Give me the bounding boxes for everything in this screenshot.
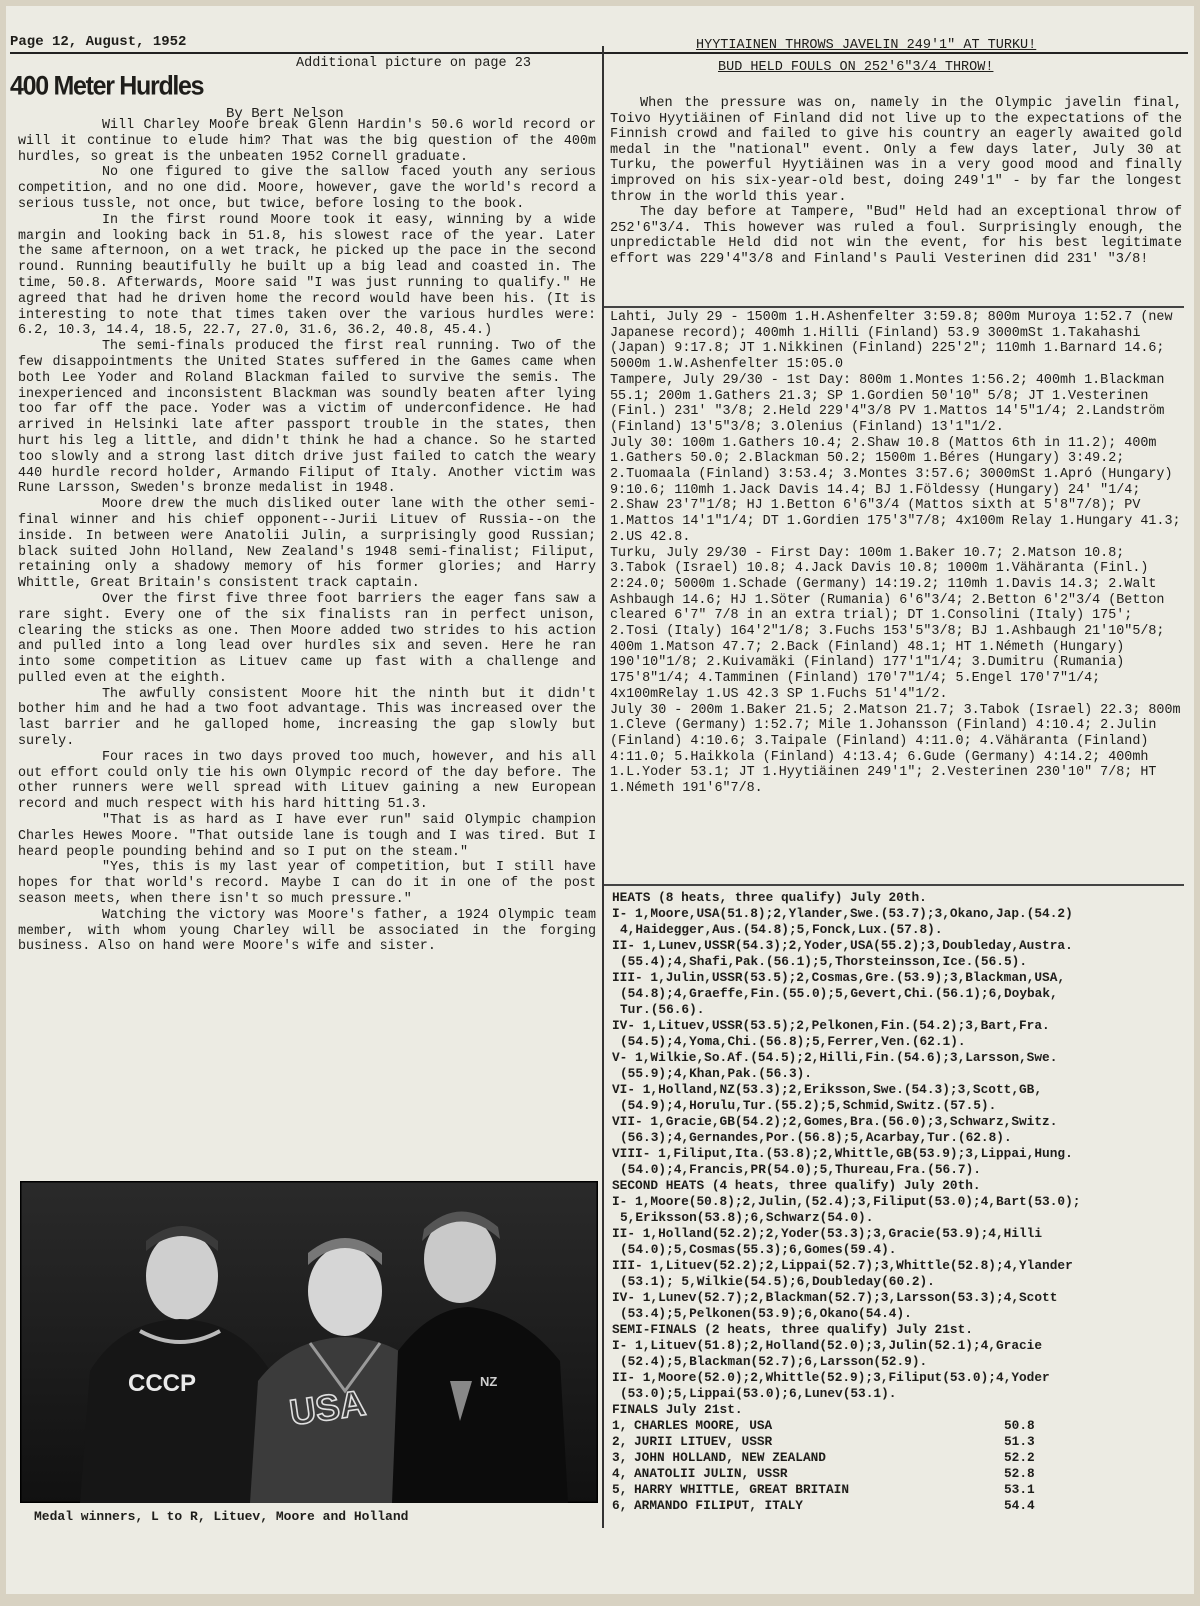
heat-line: (55.4);4,Shafi,Pak.(56.1);5,Thorsteinsson,Ice.(56.5). bbox=[620, 954, 1028, 969]
photo-illustration bbox=[20, 1181, 598, 1503]
javelin-headline-2: BUD HELD FOULS ON 252'6"3/4 THROW! bbox=[718, 60, 994, 75]
heat-line: III- 1,Julin,USSR(53.5);2,Cosmas,Gre.(53.9);3,Blackman,USA, bbox=[612, 970, 1066, 985]
heat-line: HEATS (8 heats, three qualify) July 20th. bbox=[612, 890, 927, 905]
meet-result: Turku, July 29/30 - First Day: 100m 1.Baker 10.7; 2.Matson 10.8; 3.Tabok (Israel) 10.8; 4.Jack Davis 10.8; 1000m 1.Vähäranta (Finl.) 2:24.0; 5000m 1.Schade (Germany) 14:19.2; 110mh 1.Davis 14.3; 2.Walt Ashbaugh 14.6; HJ 1.Söter (Rumania) 6'6"3/4; 2.Betton 6'2"3/4 (Betton cleared 6'7" 7/8 in an extra trial); DT 1.Consolini (Italy) 175'; 2.Tosi (Italy) 164'2"1/8; 3.Fuchs 153'5"3/8; BJ 1.Ashbaugh 21'10"5/8; 400m 1.Matson 47.7; 2.Back (Finland) 48.1; HT 1.Németh (Hungary) 190'10"1/8; 2.Kuivamäki (Finland) 177'1"1/4; 3.Dumitru (Rumania) 175'8"1/4; 4.Tamminen (Finland) 170'7"1/4; 5.Engel 170'7"1/4; 4x100mRelay 1.US 42.3 SP 1.Fuchs 51'4"1/2. bbox=[610, 545, 1165, 702]
meet-result: Tampere, July 29/30 - 1st Day: 800m 1.Montes 1:56.2; 400mh 1.Blackman 55.1; 200m 1.Gathers 21.3; SP 1.Gordien 50'10" 5/8; JT 1.Vesterinen (Finl.) 231' "3/8; 2.Held 229'4"3/8 PV 1.Mattos 14'5"1/4; 2.Landström (Finland) 13'5"3/8; 3.Olenius (Finland) 13'1"1/2. bbox=[610, 372, 1165, 435]
final-athlete: ARMANDO FILIPUT, ITALY bbox=[634, 1498, 803, 1513]
final-time: 50.8 bbox=[1004, 1418, 1035, 1433]
final-place-row bbox=[612, 1418, 1190, 1434]
heat-line: III- 1,Lituev(52.2);2,Lippai(52.7);3,Whittle(52.8);4,Ylander bbox=[612, 1258, 1073, 1273]
usa-shirt-lettering: USA bbox=[287, 1381, 369, 1433]
final-athlete: HARRY WHITTLE, GREAT BRITAIN bbox=[634, 1482, 850, 1497]
heat-line: SECOND HEATS (4 heats, three qualify) July 20th. bbox=[612, 1178, 981, 1193]
paragraph: The semi-finals produced the first real running. Two of the few disappointments the United States suffered in the Games came when both Lee Yoder and Roland Blackman failed to survive the semis. The inexperienced and inconsistent Blackman was soundly beaten after lying too far off the pace. Yoder was a victim of underconfidence. He had arrived in Helsinki late after passport trouble in the states, then hurt his leg a little, and didn't think he had a chance. So he started too slowly and a strong last ditch drive just failed to catch the weary 440 hurdle record holder, Armando Filiput of Italy. Another victim was Rune Larsson, Sweden's bronze medalist in 1948. bbox=[18, 339, 596, 497]
heat-line: 4,Haidegger,Aus.(54.8);5,Fonck,Lux.(57.8). bbox=[620, 922, 943, 937]
heat-line: I- 1,Moore,USA(51.8);2,Ylander,Swe.(53.7);3,Okano,Jap.(54.2) bbox=[612, 906, 1073, 921]
additional-picture-note: Additional picture on page 23 bbox=[296, 56, 531, 71]
nz-shirt-lettering: NZ bbox=[480, 1374, 498, 1389]
javelin-article bbox=[610, 96, 1182, 268]
heat-line: (53.1); 5,Wilkie(54.5);6,Doubleday(60.2). bbox=[620, 1274, 935, 1289]
medal-winners-photo bbox=[20, 1181, 598, 1503]
final-place: 4, bbox=[612, 1466, 628, 1481]
javelin-headline-1: HYYTIAINEN THROWS JAVELIN 249'1" AT TURKU! bbox=[696, 38, 1037, 53]
final-place-row bbox=[612, 1450, 1190, 1466]
paragraph: The awfully consistent Moore hit the ninth but it didn't bother him and he had a two foot advantage. This was increased over the last barrier and he galloped home, increasing the gap slowly but surely. bbox=[18, 686, 596, 750]
heat-line: (53.4);5,Pelkonen(53.9);6,Okano(54.4). bbox=[620, 1306, 912, 1321]
column-divider bbox=[602, 46, 604, 1528]
heat-line: (56.3);4,Gernandes,Por.(56.8);5,Acarbay,Tur.(62.8). bbox=[620, 1130, 1012, 1145]
heat-line: I- 1,Lituev(51.8);2,Holland(52.0);3,Julin(52.1);4,Gracie bbox=[612, 1338, 1043, 1353]
final-athlete: ANATOLII JULIN, USSR bbox=[634, 1466, 788, 1481]
hurdles-article bbox=[18, 118, 596, 955]
heat-line: (55.9);4,Khan,Pak.(56.3). bbox=[620, 1066, 812, 1081]
heat-lines bbox=[612, 890, 1190, 1418]
paragraph: "That is as hard as I have ever run" said Olympic champion Charles Hewes Moore. "That outside lane is tough and I was tired. But I heard people pounding behind and so I put on the steam." bbox=[18, 813, 596, 860]
heat-line: (53.0);5,Lippai(53.0);6,Lunev(53.1). bbox=[620, 1386, 897, 1401]
paragraph: Over the first five three foot barriers the eager fans saw a rare sight. Every one of the six finalists ran in perfect unison, clearing the sticks as one. Then Moore added two strides to his action and pulled into a long lead over hurdles six and seven. Here he ran into some competition as Lituev came up fast with a challenge and pulled even at the eighth. bbox=[18, 591, 596, 686]
meet-results bbox=[610, 310, 1186, 797]
final-time: 54.4 bbox=[1004, 1498, 1035, 1513]
photo-caption: Medal winners, L to R, Lituev, Moore and Holland bbox=[34, 1509, 409, 1524]
hurdles-heats-results bbox=[612, 890, 1190, 1514]
paragraph: Moore drew the much disliked outer lane with the other semi-final winner and his chief opponent--Jurii Lituev of Russia--on the inside. In between were Anatolii Julin, a surprisingly good Russian; black suited John Holland, New Zealand's 1948 semi-finalist; Filiput, retaining only a shadowy memory of his former glories; and Harry Whittle, Great Britain's consistent track captain. bbox=[18, 497, 596, 592]
newspaper-page bbox=[6, 6, 1194, 1594]
meet-result: July 30: 100m 1.Gathers 10.4; 2.Shaw 10.8 (Mattos 6th in 11.2); 400m 1.Gathers 50.0; 2.Blackman 50.2; 1500m 1.Béres (Hungary) 3:49.2; 2.Tuomaala (Finland) 3:53.4; 3.Montes 3:57.6; 3000mSt 1.Apró (Hungary) 9:10.6; 110mh 1.Jack Davis 14.4; BJ 1.Földessy (Hungary) 24' "1/4; 2.Shaw 23'7"1/8; HJ 1.Betton 6'6"3/4 (Mattos sixth at 5'8"7/8); PV 1.Mattos 14'1"1/4; DT 1.Gordien 175'3"7/8; 4x100m Relay 1.Hungary 41.3; 2.US 42.8. bbox=[610, 435, 1181, 545]
heat-line: V- 1,Wilkie,So.Af.(54.5);2,Hilli,Fin.(54.6);3,Larsson,Swe. bbox=[612, 1050, 1058, 1065]
heat-line: (52.4);5,Blackman(52.7);6,Larsson(52.9). bbox=[620, 1354, 928, 1369]
heat-line: VIII- 1,Filiput,Ita.(53.8);2,Whittle,GB(53.9);3,Lippai,Hung. bbox=[612, 1146, 1073, 1161]
page-header: Page 12, August, 1952 bbox=[10, 34, 187, 50]
heat-line: II- 1,Moore(52.0);2,Whittle(52.9);3,Filiput(53.0);4,Yoder bbox=[612, 1370, 1050, 1385]
heat-line: II- 1,Holland(52.2);2,Yoder(53.3);3,Gracie(53.9);4,Hilli bbox=[612, 1226, 1043, 1241]
paragraph: Will Charley Moore break Glenn Hardin's 50.6 world record or will it continue to elude him? That was the big question of the 400m hurdles, so great is the unbeaten 1952 Cornell graduate. bbox=[18, 118, 596, 165]
paragraph: In the first round Moore took it easy, winning by a wide margin and looking back in 51.8, his slowest race of the year. Later the same afternoon, on a wet track, he picked up the pace in the second round. Running beautifully he built up a big lead and coasted in. The time, 50.8. Afterwards, Moore said "I was just running to qualify." He agreed that had he driven home the record would have been his. (It is interesting to note that times taken over the various hurdles were: 6.2, 10.3, 14.4, 18.5, 22.7, 27.0, 31.6, 36.2, 40.8, 45.4.) bbox=[18, 212, 596, 339]
cccp-shirt-lettering: CCCP bbox=[128, 1370, 197, 1397]
heat-line: 5,Eriksson(53.8);6,Schwarz(54.0). bbox=[620, 1210, 874, 1225]
final-place: 6, bbox=[612, 1498, 628, 1513]
final-athlete: JOHN HOLLAND, NEW ZEALAND bbox=[634, 1450, 826, 1465]
final-time: 52.2 bbox=[1004, 1450, 1035, 1465]
final-place: 1, bbox=[612, 1418, 628, 1433]
heat-line: FINALS July 21st. bbox=[612, 1402, 743, 1417]
final-place-row bbox=[612, 1466, 1190, 1482]
article-title: 400 Meter Hurdles bbox=[10, 70, 204, 102]
paragraph: "Yes, this is my last year of competition, but I still have hopes for that world's record. Maybe I can do it in one of the post season meets, when there isn't so much pressure." bbox=[18, 860, 596, 908]
heat-line: VII- 1,Gracie,GB(54.2);2,Gomes,Bra.(56.0);3,Schwarz,Switz. bbox=[612, 1114, 1058, 1129]
heat-line: IV- 1,Lituev,USSR(53.5);2,Pelkonen,Fin.(54.2);3,Bart,Fra. bbox=[612, 1018, 1050, 1033]
heat-line: (54.5);4,Yoma,Chi.(56.8);5,Ferrer,Ven.(62.1). bbox=[620, 1034, 966, 1049]
heat-line: IV- 1,Lunev(52.7);2,Blackman(52.7);3,Larsson(53.3);4,Scott bbox=[612, 1290, 1058, 1305]
paragraph: Watching the victory was Moore's father, a 1924 Olympic team member, with whom young Charley will be associated in the forging business. Also on hand were Moore's wife and sister. bbox=[18, 907, 596, 955]
final-place-row bbox=[612, 1434, 1190, 1450]
final-place: 2, bbox=[612, 1434, 628, 1449]
results-rule bbox=[604, 884, 1184, 886]
paragraph: When the pressure was on, namely in the Olympic javelin final, Toivo Hyytiäinen of Finland did not live up to the expectations of the Finnish crowd and failed to give his country an eagerly awaited gold medal in the "national" event. Only a few days later, July 30 at Turku, the powerful Hyytiäinen was in a very good mood and finally improved on his six-year-old best, doing 249'1" - by far the longest throw in the world this year. bbox=[610, 96, 1182, 205]
heat-line: (54.0);4,Francis,PR(54.0);5,Thureau,Fra.(56.7). bbox=[620, 1162, 981, 1177]
final-place-row bbox=[612, 1482, 1190, 1498]
meet-result: Lahti, July 29 - 1500m 1.H.Ashenfelter 3:59.8; 800m Muroya 1:52.7 (new Japanese record); 400mh 1.Hilli (Finland) 53.9 3000mSt 1.Takahashi (Japan) 9:17.8; JT 1.Nikkinen (Finland) 225'2"; 110mh 1.Barnard 14.6; 5000m 1.W.Ashenfelter 15:05.0 bbox=[610, 310, 1173, 373]
heat-line: II- 1,Lunev,USSR(54.3);2,Yoder,USA(55.2);3,Doubleday,Austra. bbox=[612, 938, 1073, 953]
paragraph: The day before at Tampere, "Bud" Held had an exceptional throw of 252'6"3/4. This however was ruled a foul. Surprisingly enough, the unpredictable Held did not win the event, for his best legitimate effort was 229'4"3/8 and Finland's Pauli Vesterinen did 231' "3/8! bbox=[610, 205, 1182, 267]
heat-line: (54.0);5,Cosmas(55.3);6,Gomes(59.4). bbox=[620, 1242, 897, 1257]
javelin-rule bbox=[604, 306, 1184, 308]
heat-line: VI- 1,Holland,NZ(53.3);2,Eriksson,Swe.(54.3);3,Scott,GB, bbox=[612, 1082, 1043, 1097]
final-place: 5, bbox=[612, 1482, 628, 1497]
final-athlete: CHARLES MOORE, USA bbox=[634, 1418, 773, 1433]
heat-line: (54.9);4,Horulu,Tur.(55.2);5,Schmid,Switz.(57.5). bbox=[620, 1098, 997, 1113]
heat-line: SEMI-FINALS (2 heats, three qualify) July 21st. bbox=[612, 1322, 973, 1337]
paragraph: No one figured to give the sallow faced youth any serious competition, and no one did. Moore, however, gave the world's record a serious tussle, not once, but twice, before losing to the book. bbox=[18, 165, 596, 212]
final-place: 3, bbox=[612, 1450, 628, 1465]
byline: By Bert Nelson bbox=[226, 106, 344, 122]
final-place-row bbox=[612, 1498, 1190, 1514]
final-time: 53.1 bbox=[1004, 1482, 1035, 1497]
meet-result: July 30 - 200m 1.Baker 21.5; 2.Matson 21.7; 3.Tabok (Israel) 22.3; 800m 1.Cleve (Germany) 1:52.7; Mile 1.Johansson (Finland) 4:10.4; 2.Julin (Finland) 4:10.6; 3.Taipale (Finland) 4:11.0; 4.Vähäranta (Finland) 4:11.0; 5.Haikkola (Finland) 4:13.4; 6.Gude (Germany) 4:14.2; 400mh 1.L.Yoder 53.1; JT 1.Hyytiäinen 249'1"; 2.Vesterinen 230'10" 7/8; HT 1.Németh 191'6"7/8. bbox=[610, 702, 1181, 797]
heat-line: I- 1,Moore(50.8);2,Julin,(52.4);3,Filiput(53.0);4,Bart(53.0); bbox=[612, 1194, 1081, 1209]
paragraph: Four races in two days proved too much, however, and his all out effort could only tie his own Olympic record of the day before. The other runners were well spread with Lituev gaining a new European record and much respect with his hard hitting 51.3. bbox=[18, 749, 596, 813]
heat-line: (54.8);4,Graeffe,Fin.(55.0);5,Gevert,Chi.(56.1);6,Doybak, bbox=[620, 986, 1058, 1001]
final-time: 51.3 bbox=[1004, 1434, 1035, 1449]
heat-line: Tur.(56.6). bbox=[620, 1002, 705, 1017]
finals-list bbox=[612, 1418, 1190, 1514]
final-athlete: JURII LITUEV, USSR bbox=[634, 1434, 773, 1449]
final-time: 52.8 bbox=[1004, 1466, 1035, 1481]
